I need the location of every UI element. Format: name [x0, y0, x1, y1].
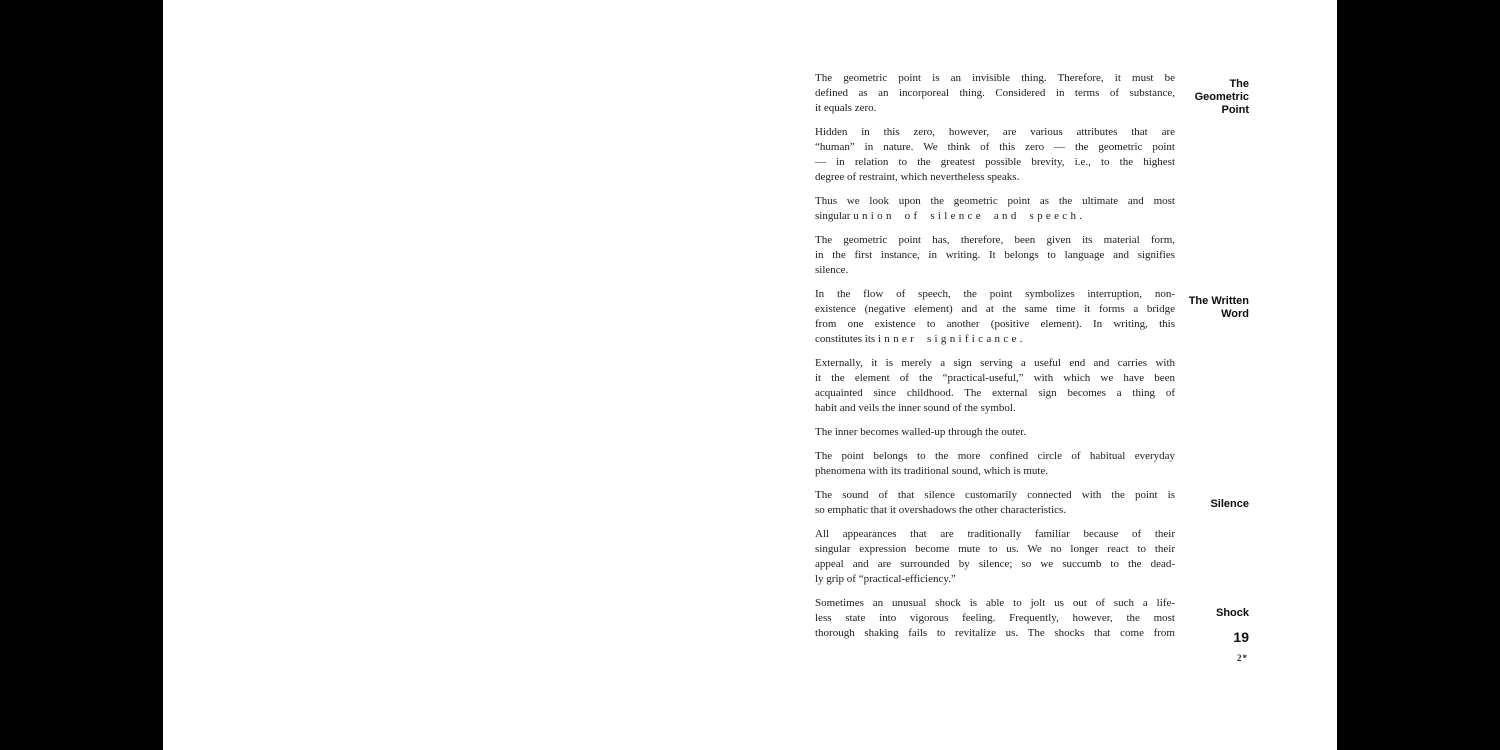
text-segment: Externally, it is merely a sign serving a useful end and carries with: [815, 357, 1175, 369]
text-segment: in the first instance, in writing. It belongs to language and signifies: [815, 249, 1175, 261]
text-line: [815, 209, 1175, 224]
paragraph: [815, 356, 1175, 416]
paragraph: [815, 194, 1175, 224]
text-line: [815, 248, 1175, 263]
text-segment: ly grip of “practical-efficiency.”: [815, 573, 956, 585]
text-segment: silence.: [815, 264, 849, 276]
text-segment: phenomena with its traditional sound, which is mute.: [815, 465, 1049, 477]
text-segment: less state into vigorous feeling. Frequently, however, the most: [815, 612, 1175, 624]
paragraph: [815, 527, 1175, 587]
text-line: [815, 371, 1175, 386]
margin-note: [1216, 607, 1249, 620]
text-line: [815, 527, 1175, 542]
text-line: [815, 155, 1175, 170]
text-segment: so emphatic that it overshadows the other characteristics.: [815, 504, 1067, 516]
margin-note-line: The: [1229, 78, 1249, 90]
text-line: [815, 140, 1175, 155]
text-segment: Thus we look upon the geometric point as the ultimate and most: [815, 195, 1175, 207]
text-segment: Hidden in this zero, however, are various attributes that are: [815, 126, 1175, 138]
margin-note: [1189, 295, 1249, 321]
signature-mark: 2*: [1237, 653, 1248, 663]
letterspaced-emphasis: inner significance: [877, 333, 1020, 345]
text-line: [815, 287, 1175, 302]
text-segment: The geometric point is an invisible thing. Therefore, it must be: [815, 72, 1175, 84]
paragraph: [815, 449, 1175, 479]
text-line: [815, 71, 1175, 86]
margin-note-line: Point: [1221, 104, 1249, 116]
text-line: [815, 170, 1175, 185]
margin-note-line: The Written: [1188, 295, 1249, 307]
paragraph: [815, 71, 1175, 116]
text-line: [815, 317, 1175, 332]
text-line: [815, 488, 1175, 503]
paragraph: [815, 425, 1175, 440]
text-segment: — in relation to the greatest possible brevity, i.e., to the highest: [815, 156, 1175, 168]
text-line: [815, 101, 1175, 116]
paragraph: [815, 125, 1175, 185]
text-line: [815, 86, 1175, 101]
text-line: [815, 233, 1175, 248]
margin-note-line: Word: [1221, 308, 1249, 320]
margin-note: [1195, 78, 1249, 117]
text-segment: .: [1019, 333, 1023, 345]
text-segment: existence (negative element) and at the same time it forms a bridge: [815, 303, 1175, 315]
text-segment: The sound of that silence customarily connected with the point is: [815, 489, 1175, 501]
text-segment: degree of restraint, which nevertheless speaks.: [815, 171, 1020, 183]
text-line: [815, 542, 1175, 557]
paragraph: [815, 287, 1175, 347]
text-segment: it equals zero.: [815, 102, 877, 114]
text-segment: All appearances that are traditionally familiar because of their: [815, 528, 1175, 540]
paragraph: [815, 233, 1175, 278]
letterspaced-emphasis: union of silence and speech: [853, 210, 1080, 222]
text-line: [815, 194, 1175, 209]
text-line: [815, 464, 1175, 479]
text-segment: The geometric point has, therefore, been given its material form,: [815, 234, 1175, 246]
text-line: [815, 572, 1175, 587]
text-column: [815, 71, 1175, 641]
text-line: [815, 302, 1175, 317]
margin-note-line: Silence: [1210, 498, 1249, 510]
margin-note: [1210, 498, 1249, 511]
margin-note-line: Shock: [1215, 607, 1249, 619]
text-line: [815, 263, 1175, 278]
text-line: [815, 425, 1175, 440]
text-line: [815, 557, 1175, 572]
text-line: [815, 449, 1175, 464]
paragraph: [815, 596, 1175, 641]
text-line: [815, 503, 1175, 518]
text-line: [815, 611, 1175, 626]
text-segment: from one existence to another (positive element). In writing, this: [815, 318, 1175, 330]
paragraph: [815, 488, 1175, 518]
text-segment: acquainted since childhood. The external sign becomes a thing of: [815, 387, 1175, 399]
margin-note-line: Geometric: [1194, 91, 1249, 103]
text-segment: thorough shaking fails to revitalize us. The shocks that come from: [815, 627, 1175, 639]
book-page: [163, 0, 1337, 750]
text-line: [815, 596, 1175, 611]
text-segment: habit and veils the inner sound of the symbol.: [815, 402, 1016, 414]
text-line: [815, 386, 1175, 401]
text-segment: .: [1079, 210, 1083, 222]
text-segment: defined as an incorporeal thing. Considered in terms of substance,: [815, 87, 1175, 99]
text-line: [815, 332, 1175, 347]
text-segment: Sometimes an unusual shock is able to jolt us out of such a life-: [815, 597, 1175, 609]
text-segment: In the flow of speech, the point symbolizes interruption, non-: [815, 288, 1175, 300]
text-line: [815, 401, 1175, 416]
text-line: [815, 626, 1175, 641]
text-segment: The inner becomes walled-up through the outer.: [815, 426, 1027, 438]
text-segment: it the element of the “practical-useful,” with which we have been: [815, 372, 1175, 384]
text-segment: singular: [815, 210, 854, 222]
text-segment: “human” in nature. We think of this zero — the geometric point: [815, 141, 1175, 153]
text-segment: singular expression become mute to us. We no longer react to their: [815, 543, 1175, 555]
text-line: [815, 356, 1175, 371]
text-segment: appeal and are surrounded by silence; so we succumb to the dead-: [815, 558, 1175, 570]
text-segment: The point belongs to the more confined circle of habitual everyday: [815, 450, 1175, 462]
page-number: 19: [1233, 629, 1249, 645]
text-segment: constitutes its: [815, 333, 878, 345]
text-line: [815, 125, 1175, 140]
